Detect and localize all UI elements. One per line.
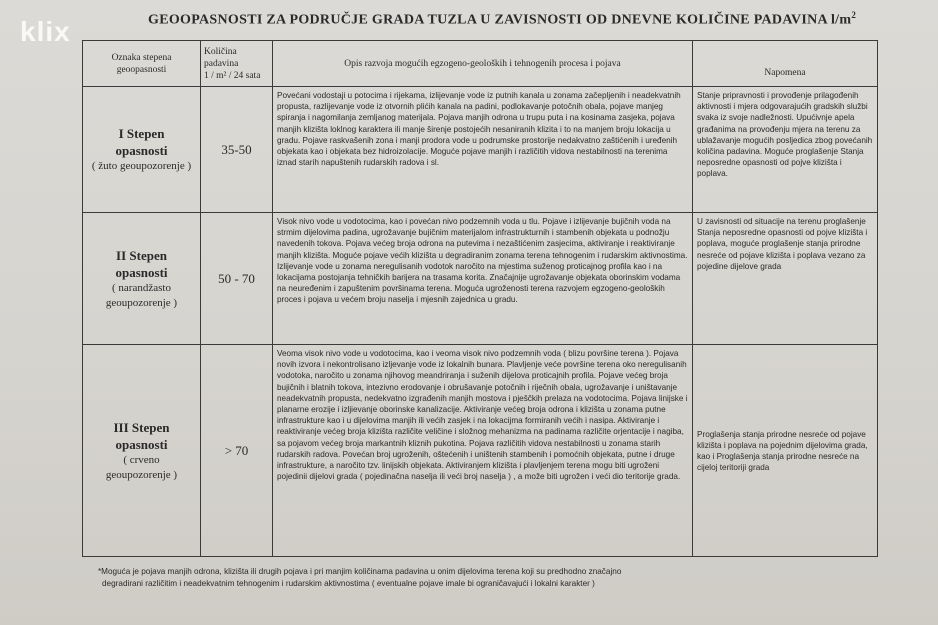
page-title (148, 10, 856, 29)
notes-cell: Proglašenja stanja prirodne nesreće od pojave klizišta i poplava na pojednim dijelovima grada, kao i Proglašenja stanja prirodne nesreće na cijeloj teritoriji grada (693, 345, 878, 557)
notes-cell: Stanje pripravnosti i provođenje prilagođenih aktivnosti i mjera odgovarajućih gradskih službi svaka iz svoje nadležnosti. Upućivnje apela građanima na provođenju mjera na terenu za ublažavanje mogućih posljedica zbog povećanih količina padavina. Moguće proglašenje Stanja neposredne opasnosti od pojve klizišta i poplava. (693, 87, 878, 213)
header-amount: Količina padavina 1 / m² / 24 sata (201, 41, 273, 87)
footnote-line: *Moguća je pojava manjih odrona, klizišta ili drugih pojava i pri manjim količinama padavina u onim dijelovima terena koji su predhodno značajno (98, 567, 622, 576)
title-superscript: 2 (851, 10, 857, 20)
table-header-row (83, 41, 878, 87)
notes-cell: U zavisnosti od situacije na terenu proglašenje Stanja neposredne opasnosti od pojve klizišta i poplava, moguće proglašenje stanja prirodne nesreće od pojave klizišta i poplava vezano za pojedine dijelove grada (693, 213, 878, 345)
level-cell: II Stepen opasnosti ( narandžasto geoupozorenje ) (83, 213, 201, 345)
header-notes: Napomena (693, 41, 878, 87)
header-description: Opis razvoja mogućih egzogeno-geoloških i tehnogenih procesa i pojava (273, 41, 693, 87)
watermark-logo: klix (20, 16, 71, 47)
geohazard-table (82, 40, 878, 557)
header-level: Oznaka stepena geoopasnosti (83, 41, 201, 87)
description-cell: Veoma visok nivo vode u vodotocima, kao i veoma visok nivo podzemnih voda ( blizu površine terena ). Pojava novih izvora i nekontrolisano izljevanje vode iz lokalnih bunara. Plavljenje veće površine terena oko neregulisanih vodotoka, naročito u zonama njihovog meandriranja i suženih dijelova proticajnih profila. Pojave većeg broja bujičnih i blatnih tokova, intezivno erodovanje i obrušavanje potočnih i riječnih obala, ugrožavanje i uništavanje neadekvatnih propusta, nedekvatno izgrađenih manjih mostova i pješčkih prelaza na vodotocima. Pojava linijske i planarne erozije i izljievanje oborinske kanalizacije. Aktiviranje većeg broja odrona i klizišta u zonama putne infrastrukture kao i u dijelovima manjih ili većih zasjek i na lokacijma formiranih većih i nasipa. Aktiviranje i reaktiviranje većeg broja klizišta različite veličine i složnog mehanizma na padinama različite orjentacije i nagiba, sa pojavom većeg broja markantnih kliznih pukotina. Pojava različitih vidova nestabilnosti u zonama starih rudarskih radova. Povećan broj ugroženih, oštećenih i uništenih stambenih i pomoćnih objekata, putne i druge infrastrukture, a naročito tzv. linijskih objekata. Aktiviranjem klizišta i plavljenjem terena mogu biti ugroženi pojedinii dijelovi grada ( pojedinačna naselja ili veći broj naselja ) , a može biti ugrožen i veći dio teritorije grada. (273, 345, 693, 557)
level-cell: III Stepen opasnosti ( crveno geoupozorenje ) (83, 345, 201, 557)
amount-cell: > 70 (201, 345, 273, 557)
title-text: GEOOPASNOSTI ZA PODRUČJE GRADA TUZLA U ZAVISNOSTI OD DNEVNE KOLIČINE PADAVINA l/m (148, 12, 852, 28)
amount-cell: 35-50 (201, 87, 273, 213)
description-cell: Visok nivo vode u vodotocima, kao i povećan nivo podzemnih voda u tlu. Pojave i izlijevanje bujičnih voda na strmim dijelovima padina, ugrožavanje bujičnim materijalom infrastrukturnih i stambenih objekata u podnožju navedenih tokova. Pojava većeg broja odrona na putevima i nezaštićenim zasjecima, aktiviranje i reaktiviranje manjih klizišta. Moguće pojave većih klizišta u degradiranim zonama terena tehnogenim i rudarskim aktivnostima. Izlijevanje vode u zonama neregulisanih vodotok naročito na mjestima suženog proticajnog profila kao i na lokacijama postojanja tehničkih barijera na trasama korita. Značajnije ugrožavanje objekata oborinskim vodama na neuređenim i zapuštenim površinama terena. Moguća ugroženosti terena razvojem egzogeno-geoloških proces i pojava u većem broju naselja i mjesnih zajednica u gradu. (273, 213, 693, 345)
level-cell: I Stepen opasnosti ( žuto geoupozorenje ) (83, 87, 201, 213)
amount-cell: 50 - 70 (201, 213, 273, 345)
description-cell: Povećani vodostaji u potocima i rijekama, izlijevanje vode iz putnih kanala u zonama začepljenih i neadekvatnih propusta, razlijevanje vode iz otvornih plićih kanala na padini, podlokavanje potočnih obala, pojave manjeg spiranja i nagomilanja zemljanog materijala. Pojava manjih odrona u trupu puta i na kosinama zasjeka, pojava manjih klizišta loklnog karaktera ili manje širenje postojećih nesaniranih klizita i to na manjem broju lokacija u gradu. Pojave raskvašenih zona i manji prodora vode u podrumske prostorije nedakvatno zaštićenih i uređenih objekata kao i objekata bez hidroizolacije. Moguće pojave manjih i različitih vidova nestabilnosti na terenima iznad starih napuštenih rudarskih radova i sl. (273, 87, 693, 213)
table-row (83, 345, 878, 557)
footnote-line: degradirani različitim i neadekvatnim tehnogenim i rudarskim aktivnostima ( eventualne pojave imale bi ograničavajući i lokalni karakter ) (102, 579, 595, 588)
table-row (83, 213, 878, 345)
table-row (83, 87, 878, 213)
footnote (98, 566, 888, 590)
